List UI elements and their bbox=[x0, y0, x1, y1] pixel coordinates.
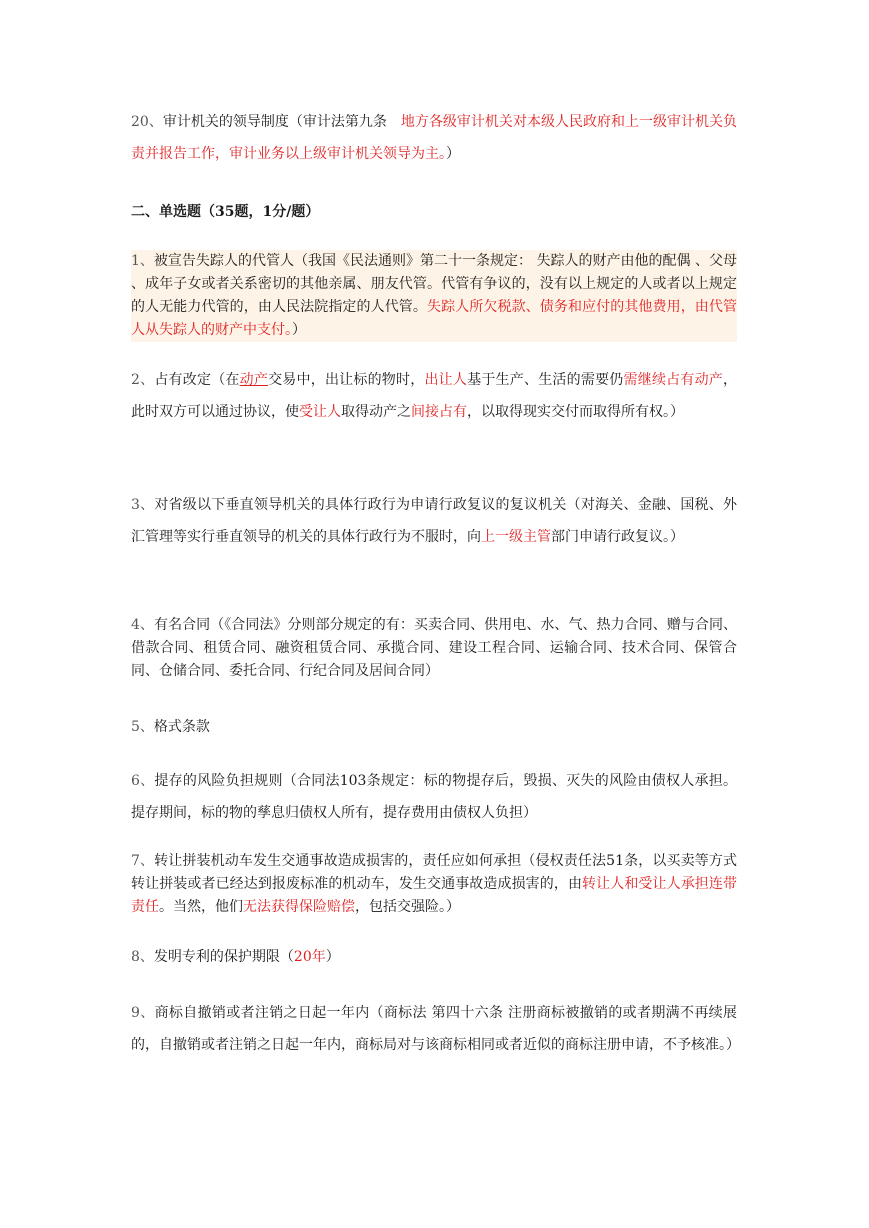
item-3 bbox=[131, 489, 737, 553]
item-text-end: ，包括交强险。） bbox=[355, 899, 460, 915]
answer-highlight: 失踪人所欠税款、债务和应付的其他费用，由代管人从失踪人的财产中支付。 bbox=[131, 299, 737, 338]
item-text: 有名合同（《合同法》分则部分规定的有：买卖合同、供用电、水、气、热力合同、赠与合同、借款合同、租赁合同、融资租赁合同、承揽合同、建设工程合同、运输合同、技术合同、保管合同、仓储合同、委托合同、行纪合同及居间合同） bbox=[131, 617, 737, 679]
item-text: 交易中，出让标的物时， bbox=[268, 372, 425, 388]
item-1 bbox=[131, 250, 737, 342]
item-text: 审计机关的领导制度（审计法第九条 bbox=[162, 114, 401, 130]
item-number: 3、 bbox=[131, 497, 155, 513]
answer-highlight: 出让人 bbox=[424, 372, 468, 388]
item-text: 对省级以下垂直领导机关的具体行政行为申请行政复议的复议机关（对海关、金融、国税、外汇管理等实行垂直领导的机关的具体行政行为不服时，向 bbox=[131, 497, 737, 545]
item-number: 1、 bbox=[131, 253, 154, 269]
item-number: 7、 bbox=[131, 853, 155, 869]
item-text-end: ） bbox=[325, 949, 340, 965]
section-heading: 二、单选题（35题，1分/题） bbox=[131, 204, 320, 220]
item-9 bbox=[131, 997, 740, 1061]
item-text: 转让拼装机动车发生交通事故造成损害的，责任应如何承担（侵权责任法51条，以买卖等方式转让拼装或者已经达到报废标准的机动车，发生交通事故造成损害的，由 bbox=[131, 853, 737, 892]
item-text-end: ） bbox=[446, 146, 460, 162]
item-4 bbox=[131, 614, 737, 683]
answer-highlight: 20年 bbox=[293, 949, 326, 965]
item-number: 9、 bbox=[131, 1005, 155, 1021]
item-number: 2、 bbox=[131, 372, 155, 388]
item-text: 占有改定（在 bbox=[154, 372, 240, 388]
item-text: 提存的风险负担规则（合同法103条规定：标的物提存后，毁损、灭失的风险由债权人承担。提存期间，标的物的孳息归债权人所有，提存费用由债权人负担） bbox=[131, 773, 737, 821]
answer-highlight: 转让人和受让人承担连带责任 bbox=[131, 876, 737, 915]
item-text: 。当然，他们 bbox=[159, 899, 243, 915]
item-text: 发明专利的保护期限（ bbox=[153, 949, 294, 965]
answer-highlight: 间接占有 bbox=[411, 404, 467, 420]
item-text-end: 部门申请行政复议。） bbox=[551, 529, 684, 545]
item-text-end: ，以取得现实交付而取得所有权。） bbox=[467, 404, 684, 420]
answer-highlight: 受让人 bbox=[299, 404, 341, 420]
item-number: 4、 bbox=[131, 617, 155, 633]
item-text: 商标自撤销或者注销之日起一年内（商标法 第四十六条 注册商标被撤销的或者期满不再续展的，自撤销或者注销之日起一年内，商标局对与该商标相同或者近似的商标注册申请，不予核准。） bbox=[131, 1005, 740, 1053]
item-text: ，此时双方可以通过协议，使 bbox=[131, 372, 738, 420]
answer-highlight: 上一级主管 bbox=[481, 529, 551, 545]
answer-highlight: 动产 bbox=[239, 372, 269, 388]
item-number: 5、 bbox=[131, 719, 154, 735]
answer-highlight: 需继续占有动产 bbox=[623, 372, 724, 388]
item-7 bbox=[131, 850, 737, 919]
item-6 bbox=[131, 765, 737, 829]
item-text: 取得动产之 bbox=[341, 404, 411, 420]
answer-highlight: 无法获得保险赔偿 bbox=[243, 899, 355, 915]
answer-highlight: 地方各级审计机关对本级人民政府和上一级审计机关负责并报告工作，审计业务以上级审计机关领导为主。 bbox=[131, 114, 737, 162]
item-text: 格式条款 bbox=[153, 719, 210, 735]
item-number: 6、 bbox=[131, 773, 155, 789]
item-number: 8、 bbox=[131, 949, 154, 965]
item-20 bbox=[131, 106, 737, 170]
item-text: 基于生产、生活的需要仍 bbox=[467, 372, 624, 388]
item-2 bbox=[131, 364, 737, 428]
item-8 bbox=[131, 941, 737, 973]
item-5 bbox=[131, 711, 737, 743]
item-text: 被宣告失踪人的代管人（我国《民法通则》第二十一条规定： 失踪人的财产由他的配偶 、父母 、成年子女或者关系密切的其他亲属、朋友代管。代管有争议的，没有以上规定的人或者以上规定的人无能力代管的，由人民法院指定的人代管。 bbox=[131, 253, 737, 315]
item-number: 20、 bbox=[131, 114, 163, 130]
item-text-end: ） bbox=[292, 322, 306, 338]
